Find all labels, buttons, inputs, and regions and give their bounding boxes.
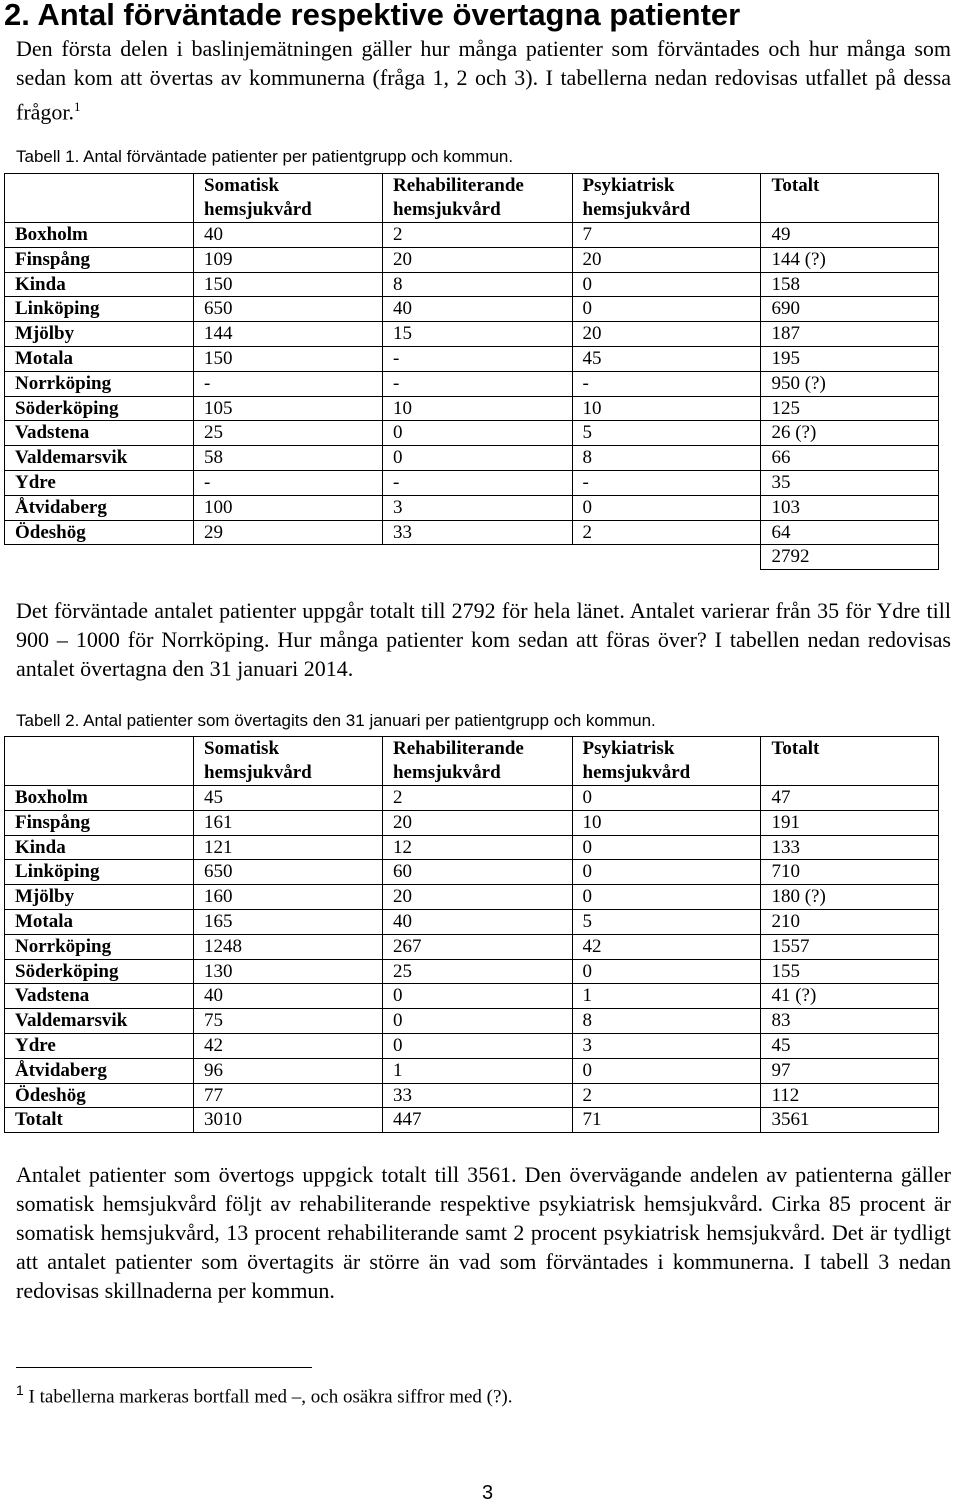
- table-cell: 187: [761, 322, 939, 347]
- table-cell: -: [572, 470, 761, 495]
- footnote: [16, 1382, 513, 1408]
- table-cell: 1557: [761, 934, 939, 959]
- table-cell: 105: [194, 396, 383, 421]
- table-cell: 40: [194, 984, 383, 1009]
- table-cell: 0: [382, 1009, 572, 1034]
- row-label: Ydre: [5, 470, 194, 495]
- table-cell: 83: [761, 1009, 939, 1034]
- row-label: Vadstena: [5, 984, 194, 1009]
- table-cell: 33: [382, 1083, 572, 1108]
- table-row: [5, 446, 939, 471]
- table-row: [5, 1009, 939, 1034]
- table-cell: -: [382, 371, 572, 396]
- table-cell: 160: [194, 885, 383, 910]
- table2-caption: Tabell 2. Antal patienter som övertagits den 31 januari per patientgrupp och kommun.: [16, 711, 656, 730]
- row-label: Linköping: [5, 297, 194, 322]
- table-cell: 2: [572, 1083, 761, 1108]
- table-row: [5, 835, 939, 860]
- table-cell: 210: [761, 909, 939, 934]
- column-header: Rehabiliterande hemsjukvård: [382, 174, 572, 223]
- table-cell: 100: [194, 495, 383, 520]
- row-label: Boxholm: [5, 223, 194, 248]
- table-row: [5, 860, 939, 885]
- table-cell: 0: [572, 835, 761, 860]
- table-cell: 29: [194, 520, 383, 545]
- table-cell: 0: [382, 421, 572, 446]
- table-cell: 10: [572, 396, 761, 421]
- table-cell: 150: [194, 346, 383, 371]
- section-heading: 2. Antal förväntade respektive övertagna patienter: [4, 0, 741, 32]
- table-cell: 1: [382, 1058, 572, 1083]
- table-cell: 0: [572, 786, 761, 811]
- table-cell: 10: [572, 810, 761, 835]
- table-cell: 125: [761, 396, 939, 421]
- table-row: [5, 297, 939, 322]
- column-header: Totalt: [761, 737, 939, 786]
- intro-text: Den första delen i baslinjemätningen gäller hur många patienter som förväntades och hur många som sedan kom att övertas av kommunerna (fråga 1, 2 och 3). I tabellerna nedan redovisas utfallet på dessa frågor.: [16, 36, 951, 125]
- table-cell: 650: [194, 297, 383, 322]
- table-cell: 3010: [194, 1108, 383, 1133]
- table-cell: 0: [572, 959, 761, 984]
- middle-paragraph: Det förväntade antalet patienter uppgår totalt till 2792 för hela länet. Antalet varierar från 35 för Ydre till 900 – 1000 för Norrköping. Hur många patienter kom sedan att föras över? I tabellen nedan redovisas antalet övertagna den 31 januari 2014.: [16, 598, 951, 681]
- column-header: Psykiatrisk hemsjukvård: [572, 174, 761, 223]
- table-header-row: [5, 737, 939, 786]
- table-cell: 1248: [194, 934, 383, 959]
- row-label: Kinda: [5, 272, 194, 297]
- table-row: [5, 1058, 939, 1083]
- table-cell: 7: [572, 223, 761, 248]
- table-cell: 130: [194, 959, 383, 984]
- row-label: Söderköping: [5, 959, 194, 984]
- table-cell: 3561: [761, 1108, 939, 1133]
- row-label: Åtvidaberg: [5, 495, 194, 520]
- table-cell: 2: [572, 520, 761, 545]
- table-cell: 20: [572, 322, 761, 347]
- column-header: [5, 737, 194, 786]
- row-label: Boxholm: [5, 786, 194, 811]
- column-header: Somatisk hemsjukvård: [194, 174, 383, 223]
- table-cell: 40: [382, 297, 572, 322]
- table-cell: 3: [382, 495, 572, 520]
- table-header-row: [5, 174, 939, 223]
- footnote-divider: [16, 1367, 312, 1368]
- table-cell: 20: [382, 810, 572, 835]
- intro-paragraph: [16, 34, 951, 126]
- table-cell: 12: [382, 835, 572, 860]
- table-cell: 66: [761, 446, 939, 471]
- table-cell: 165: [194, 909, 383, 934]
- table-cell: 45: [194, 786, 383, 811]
- column-header: Totalt: [761, 174, 939, 223]
- table-cell: -: [382, 470, 572, 495]
- table-cell: 96: [194, 1058, 383, 1083]
- table-cell: 75: [194, 1009, 383, 1034]
- table-row: [5, 371, 939, 396]
- closing-paragraph: Antalet patienter som övertogs uppgick totalt till 3561. Den övervägande andelen av patienterna gäller somatisk hemsjukvård följt av rehabiliterande respektive psykiatrisk hemsjukvård. Cirka 85 procent är somatisk hemsjukvård, 13 procent rehabiliterande samt 2 procent psykiatrisk hemsjukvård. Det är tydligt att antalet patienter som övertagits är större än vad som förväntades i kommunerna. I tabell 3 nedan redovisas skillnaderna per kommun.: [16, 1162, 951, 1303]
- footnote-text: I tabellerna markeras bortfall med –, och osäkra siffror med (?).: [28, 1386, 513, 1408]
- row-label: Finspång: [5, 810, 194, 835]
- table-row: [5, 322, 939, 347]
- table-cell: 45: [572, 346, 761, 371]
- table-cell: 710: [761, 860, 939, 885]
- table-cell: 26 (?): [761, 421, 939, 446]
- table-cell: 41 (?): [761, 984, 939, 1009]
- table-row: [5, 934, 939, 959]
- table-row: [5, 909, 939, 934]
- table-cell: 447: [382, 1108, 572, 1133]
- table-cell: -: [194, 371, 383, 396]
- footnote-ref[interactable]: 1: [74, 99, 81, 114]
- table-cell: 195: [761, 346, 939, 371]
- table-row: [5, 495, 939, 520]
- table-cell: 64: [761, 520, 939, 545]
- table-cell: 60: [382, 860, 572, 885]
- row-label: Kinda: [5, 835, 194, 860]
- table-cell: 25: [382, 959, 572, 984]
- table-row: [5, 247, 939, 272]
- table-row: [5, 1033, 939, 1058]
- row-label: Ydre: [5, 1033, 194, 1058]
- table-cell: 49: [761, 223, 939, 248]
- table-cell: 0: [572, 495, 761, 520]
- table-cell: 267: [382, 934, 572, 959]
- table-cell: 8: [572, 446, 761, 471]
- footnote-number: 1: [16, 1382, 24, 1398]
- table-cell: 158: [761, 272, 939, 297]
- row-label: Söderköping: [5, 396, 194, 421]
- table-cell: 133: [761, 835, 939, 860]
- table-cell: 150: [194, 272, 383, 297]
- table-cell: 20: [382, 885, 572, 910]
- column-header: Psykiatrisk hemsjukvård: [572, 737, 761, 786]
- column-header: [5, 174, 194, 223]
- table-cell: 650: [194, 860, 383, 885]
- table1-caption: Tabell 1. Antal förväntade patienter per patientgrupp och kommun.: [16, 147, 514, 166]
- table-row: [5, 959, 939, 984]
- table-cell: 25: [194, 421, 383, 446]
- grand-total-cell: 2792: [761, 545, 939, 570]
- table-cell: 0: [382, 984, 572, 1009]
- row-label: Motala: [5, 909, 194, 934]
- table-row: [5, 470, 939, 495]
- table-cell: 20: [572, 247, 761, 272]
- table-row: [5, 885, 939, 910]
- table-cell: 191: [761, 810, 939, 835]
- table-cell: 8: [572, 1009, 761, 1034]
- table-cell: 155: [761, 959, 939, 984]
- table-cell: 0: [572, 860, 761, 885]
- table-cell: 71: [572, 1108, 761, 1133]
- table-cell: 112: [761, 1083, 939, 1108]
- table-transferred-patients: [4, 736, 939, 1133]
- table-row: [5, 223, 939, 248]
- table-cell: 161: [194, 810, 383, 835]
- column-header: Rehabiliterande hemsjukvård: [382, 737, 572, 786]
- table-cell: 40: [194, 223, 383, 248]
- table-cell: 33: [382, 520, 572, 545]
- table-cell: -: [382, 346, 572, 371]
- table-cell: 42: [194, 1033, 383, 1058]
- table-row: [5, 786, 939, 811]
- table-cell: 47: [761, 786, 939, 811]
- row-label: Mjölby: [5, 322, 194, 347]
- table-cell: 20: [382, 247, 572, 272]
- table-row: [5, 984, 939, 1009]
- table-cell: 103: [761, 495, 939, 520]
- table-cell: 950 (?): [761, 371, 939, 396]
- row-label: Åtvidaberg: [5, 1058, 194, 1083]
- table-expected-patients: [4, 173, 939, 570]
- table-cell: 109: [194, 247, 383, 272]
- table-cell: 0: [382, 1033, 572, 1058]
- table-row: [5, 346, 939, 371]
- table-cell: 0: [572, 1058, 761, 1083]
- row-label: Linköping: [5, 860, 194, 885]
- table-cell: 180 (?): [761, 885, 939, 910]
- table-cell: 1: [572, 984, 761, 1009]
- table-cell: -: [194, 470, 383, 495]
- table-row: [5, 1108, 939, 1133]
- row-label: Ödeshög: [5, 520, 194, 545]
- table-cell: -: [572, 371, 761, 396]
- table-row: [5, 1083, 939, 1108]
- table-row: [5, 421, 939, 446]
- table-cell: 2: [382, 786, 572, 811]
- table-cell: 144 (?): [761, 247, 939, 272]
- table-cell: 8: [382, 272, 572, 297]
- row-label: Mjölby: [5, 885, 194, 910]
- table-cell: 35: [761, 470, 939, 495]
- row-label: Ödeshög: [5, 1083, 194, 1108]
- table-total-row: [5, 545, 939, 570]
- row-label: Norrköping: [5, 371, 194, 396]
- row-label: Norrköping: [5, 934, 194, 959]
- page-number: 3: [482, 1482, 494, 1504]
- table-cell: 2: [382, 223, 572, 248]
- blank-cell: [5, 545, 761, 570]
- row-label: Valdemarsvik: [5, 446, 194, 471]
- row-label: Finspång: [5, 247, 194, 272]
- table-row: [5, 396, 939, 421]
- table-cell: 45: [761, 1033, 939, 1058]
- table-row: [5, 810, 939, 835]
- table-cell: 10: [382, 396, 572, 421]
- table-cell: 15: [382, 322, 572, 347]
- row-label: Valdemarsvik: [5, 1009, 194, 1034]
- table-cell: 0: [572, 297, 761, 322]
- row-label: Vadstena: [5, 421, 194, 446]
- table-cell: 97: [761, 1058, 939, 1083]
- table-cell: 40: [382, 909, 572, 934]
- table-cell: 0: [572, 272, 761, 297]
- table-cell: 5: [572, 909, 761, 934]
- table-cell: 3: [572, 1033, 761, 1058]
- column-header: Somatisk hemsjukvård: [194, 737, 383, 786]
- row-label: Motala: [5, 346, 194, 371]
- table-row: [5, 520, 939, 545]
- table-cell: 5: [572, 421, 761, 446]
- table-cell: 42: [572, 934, 761, 959]
- row-label: Totalt: [5, 1108, 194, 1133]
- table-cell: 58: [194, 446, 383, 471]
- table-cell: 144: [194, 322, 383, 347]
- table-cell: 0: [572, 885, 761, 910]
- table-cell: 690: [761, 297, 939, 322]
- table-cell: 77: [194, 1083, 383, 1108]
- table-cell: 0: [382, 446, 572, 471]
- table-cell: 121: [194, 835, 383, 860]
- table-row: [5, 272, 939, 297]
